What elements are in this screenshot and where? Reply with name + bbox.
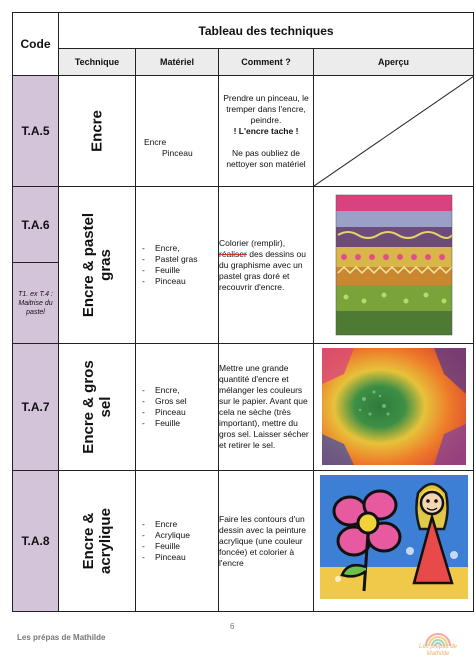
technique-cell	[59, 187, 136, 344]
technique-cell	[59, 471, 136, 612]
row-code: T.A.7	[13, 344, 59, 471]
page-number: 6	[230, 622, 235, 631]
col-header-materiel: Matériel	[136, 49, 219, 76]
pastel-ink-artwork-image	[314, 187, 474, 343]
comment-cell: Mettre une grande quantité d'encre et mélanger les couleurs sur le papier. Avant que cela ne sèche (très important), mettre du gros sel. Laisser sécher et retirer le sel.	[219, 344, 314, 471]
materiel-cell	[136, 76, 219, 187]
struck-word: réaliser	[219, 248, 247, 259]
materiel-item: - Feuille	[136, 265, 218, 276]
col-header-apercu: Aperçu	[314, 49, 474, 76]
apercu-cell	[314, 344, 474, 471]
technique-cell	[59, 344, 136, 471]
materiel-item: - Encre	[136, 519, 218, 530]
row-code: T.A.5	[13, 76, 59, 187]
technique-name: Encre & pastel gras	[80, 212, 114, 318]
table-row	[13, 187, 474, 263]
row-code: T.A.6	[13, 187, 59, 263]
table-row	[13, 471, 474, 612]
logo-text: Les prépas de Mathilde	[418, 644, 458, 657]
col-header-comment: Comment ?	[219, 49, 314, 76]
technique-name: Encre	[88, 110, 106, 152]
materiel-item: - Pinceau	[136, 276, 218, 287]
ink-salt-artwork-image	[314, 344, 474, 470]
code-header: Code	[13, 13, 59, 76]
code-note: T1. ex T.4 : Maitrise du pastel	[13, 263, 59, 344]
col-header-technique: Technique	[59, 49, 136, 76]
materiel-item: Encre	[144, 137, 167, 147]
technique-name: Encre & acrylique	[80, 508, 114, 574]
materiel-cell	[136, 344, 219, 471]
materiel-item: - Acrylique	[136, 530, 218, 541]
comment-cell: Faire les contours d'un dessin avec la peinture acrylique (une couleur foncée) et colorier à l'encre	[219, 471, 314, 612]
table-row	[13, 344, 474, 471]
materiel-item: - Feuille	[136, 418, 218, 429]
rainbow-logo	[418, 628, 458, 662]
apercu-cell	[314, 187, 474, 344]
materiel-cell	[136, 187, 219, 344]
apercu-empty	[314, 76, 474, 187]
row-code: T.A.8	[13, 471, 59, 612]
technique-name: Encre & gros sel	[80, 360, 114, 454]
materiel-item: - Encre,	[136, 243, 218, 254]
footer-credit: Les prépas de Mathilde	[17, 633, 106, 642]
comment-cell	[219, 187, 314, 344]
comment-text: Colorier (remplir),	[219, 237, 286, 248]
techniques-table	[12, 12, 474, 612]
warning-text: ! L'encre tache !	[233, 125, 299, 136]
ink-acrylic-artwork-image	[314, 471, 474, 611]
empty-diagonal-line	[314, 76, 474, 186]
comment-text: des dessins ou du graphisme avec un pastel gras doré et recouvrir d'encre.	[219, 248, 306, 292]
comment-cell	[219, 76, 314, 187]
comment-text: Ne pas oubliez de nettoyer son matériel	[226, 147, 306, 169]
table-row	[13, 76, 474, 187]
apercu-cell	[314, 471, 474, 612]
comment-text: Prendre un pinceau, le tremper dans l'encre, peindre.	[223, 92, 309, 125]
materiel-item: - Feuille	[136, 541, 218, 552]
materiel-item: - Encre,	[136, 385, 218, 396]
materiel-cell	[136, 471, 219, 612]
materiel-item: - Gros sel	[136, 396, 218, 407]
materiel-item: - Pinceau	[136, 407, 218, 418]
technique-cell	[59, 76, 136, 187]
materiel-item: Pinceau	[162, 148, 193, 158]
materiel-item: - Pastel gras	[136, 254, 218, 265]
table-title: Tableau des techniques	[59, 13, 474, 49]
materiel-item: - Pinceau	[136, 552, 218, 563]
